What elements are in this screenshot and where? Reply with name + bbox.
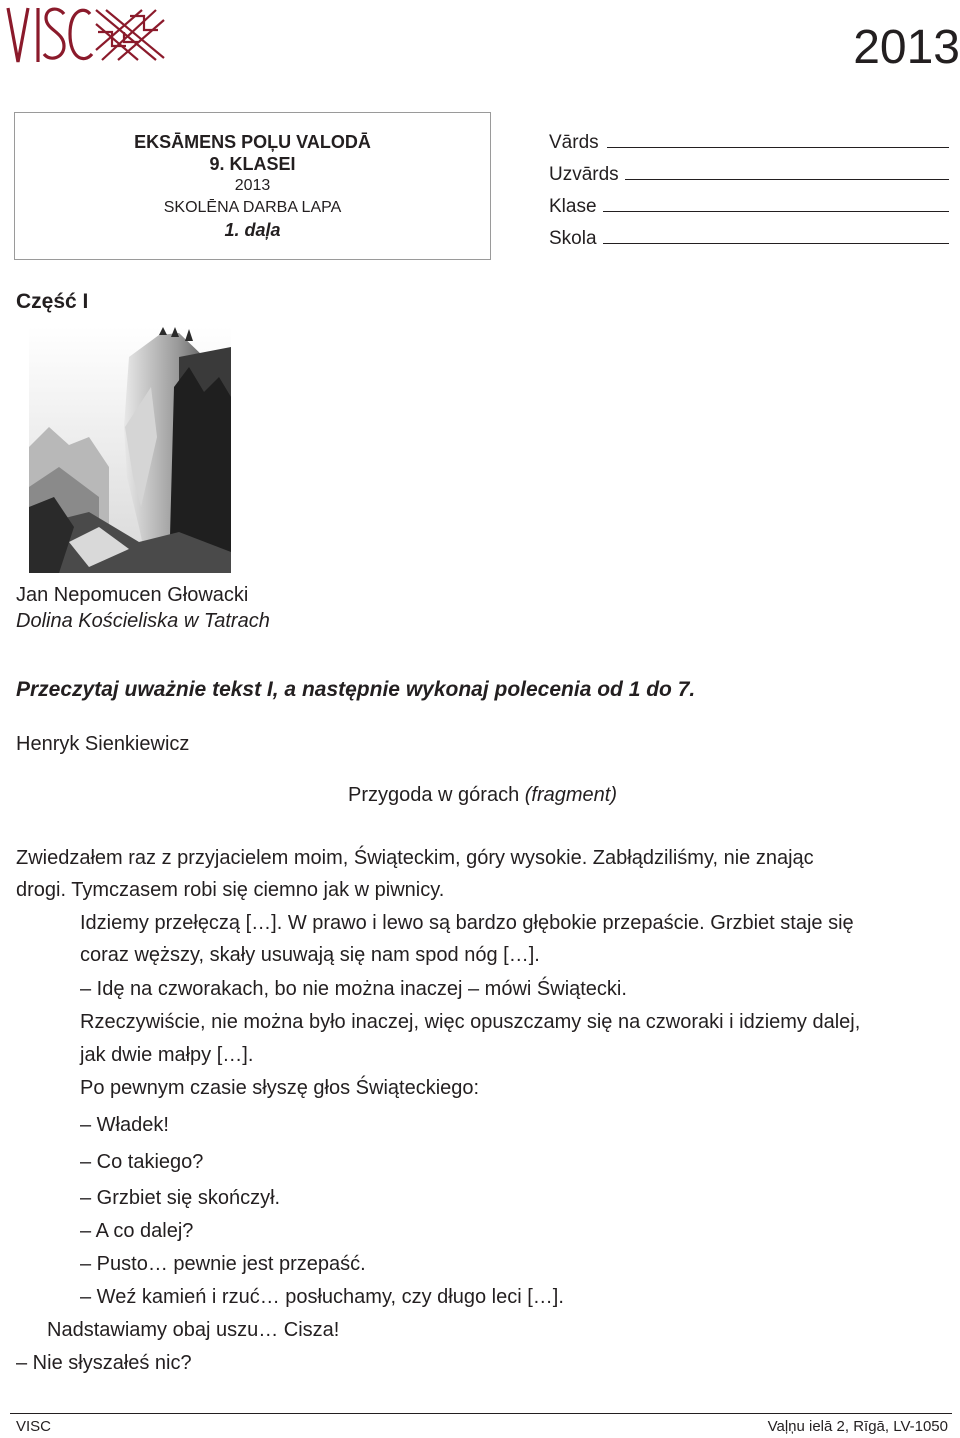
exam-year: 2013 <box>853 21 960 74</box>
field-label: Skola <box>549 228 597 249</box>
section-title: Część I <box>16 290 89 313</box>
story-title-text: Przygoda w górach <box>347 784 520 806</box>
story-line: – Pusto… pewnie jest przepaść. <box>80 1253 366 1275</box>
footer-divider <box>10 1413 952 1414</box>
story-line: Zwiedzałem raz z przyjacielem moim, Świąteckim, góry wysokie. Zabłądziliśmy, nie znając <box>16 847 814 869</box>
story-line: – Weź kamień i rzuć… posłuchamy, czy długo leci […]. <box>80 1286 564 1308</box>
field-blank-line[interactable] <box>607 147 949 148</box>
footer-address: Vaļņu ielā 2, Rīgā, LV-1050 <box>767 1418 948 1435</box>
field-label: Vārds <box>549 132 599 153</box>
story-line: – Co takiego? <box>80 1151 204 1173</box>
field-blank-line[interactable] <box>625 179 949 180</box>
story-line: – Idę na czworakach, bo nie można inaczej – mówi Świątecki. <box>80 978 627 1000</box>
field-blank-line[interactable] <box>603 243 949 244</box>
task-instruction: Przeczytaj uważnie tekst I, a następnie wykonaj polecenia od 1 do 7. <box>16 678 696 701</box>
field-label: Uzvārds <box>549 164 619 185</box>
footer-organization: VISC <box>16 1418 52 1435</box>
exam-year-small: 2013 <box>234 177 271 194</box>
story-line: – A co dalej? <box>80 1220 194 1242</box>
story-line: coraz węższy, skały usuwają się nam spod nóg […]. <box>80 944 540 966</box>
story-title-note: (fragment) <box>524 784 617 806</box>
story-line: – Nie słyszałeś nic? <box>16 1352 192 1374</box>
exam-grade: 9. KLASEI <box>209 154 296 174</box>
field-school[interactable] <box>549 218 949 250</box>
field-class[interactable] <box>549 186 949 218</box>
visc-logo-mark <box>6 2 166 68</box>
painting-title: Dolina Kościeliska w Tatrach <box>16 610 270 632</box>
field-label: Klase <box>549 196 597 217</box>
visc-logo <box>6 2 166 68</box>
story-line: drogi. Tymczasem robi się ciemno jak w piwnicy. <box>16 879 445 901</box>
story-author: Henryk Sienkiewicz <box>16 733 190 755</box>
exam-part: 1. daļa <box>224 220 281 240</box>
exam-header-box <box>14 112 491 260</box>
landscape-painting-icon <box>29 327 231 573</box>
field-surname[interactable] <box>549 154 949 186</box>
story-line: – Grzbiet się skończył. <box>80 1187 281 1209</box>
story-line: Rzeczywiście, nie można było inaczej, więc opuszczamy się na czworaki i idziemy dalej, <box>80 1011 861 1033</box>
exam-worksheet: SKOLĒNA DARBA LAPA <box>163 199 342 216</box>
student-fields <box>549 122 949 250</box>
painting-artist: Jan Nepomucen Głowacki <box>16 584 249 606</box>
story-line: – Władek! <box>80 1114 169 1136</box>
story-line: jak dwie małpy […]. <box>80 1044 254 1066</box>
exam-subject: EKSĀMENS POĻU VALODĀ <box>134 132 371 152</box>
field-name[interactable] <box>549 122 949 154</box>
field-blank-line[interactable] <box>603 211 949 212</box>
story-line: Nadstawiamy obaj uszu… Cisza! <box>47 1319 340 1341</box>
story-title <box>0 784 960 807</box>
story-line: Idziemy przełęczą […]. W prawo i lewo są bardzo głębokie przepaście. Grzbiet staje się <box>80 912 854 934</box>
story-line: Po pewnym czasie słyszę głos Świąteckiego: <box>80 1077 480 1099</box>
